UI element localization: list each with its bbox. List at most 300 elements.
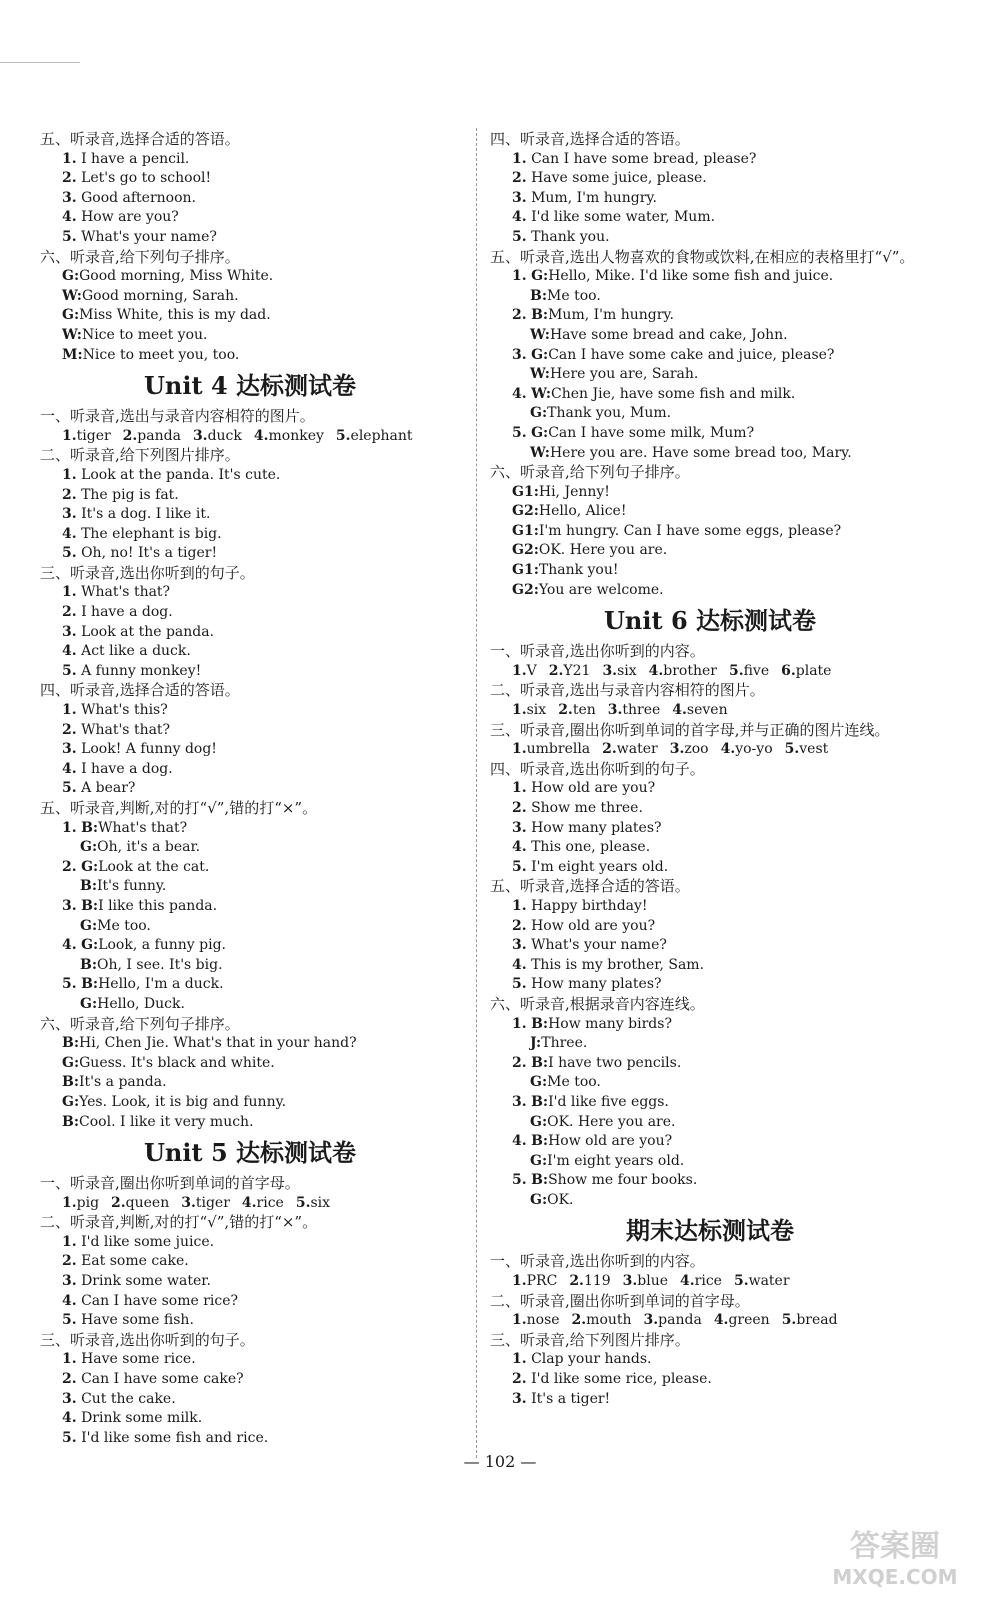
line-text: Yes. Look, it is big and funny. bbox=[79, 1093, 287, 1110]
answer-line bbox=[40, 267, 460, 287]
answer-line bbox=[40, 1113, 460, 1133]
answer-line bbox=[490, 799, 930, 819]
speaker-label: G: bbox=[531, 424, 549, 441]
line-text: Mum, I'm hungry. bbox=[548, 307, 674, 324]
watermark-logo bbox=[810, 1522, 980, 1592]
item-text: V bbox=[526, 662, 537, 679]
answer-item bbox=[569, 1273, 610, 1289]
speaker-label: W: bbox=[62, 287, 82, 304]
section-title: 五、听录音,选出人物喜欢的食物或饮料,在相应的表格里打“√”。 bbox=[490, 247, 915, 266]
line-text: Chen Jie, have some fish and milk. bbox=[551, 385, 796, 402]
question-section bbox=[490, 1331, 930, 1409]
line-text: Thank you. bbox=[531, 228, 610, 245]
item-number: 5. bbox=[512, 424, 527, 441]
question-section bbox=[40, 130, 460, 248]
answer-line bbox=[40, 662, 460, 682]
speaker-label: M: bbox=[62, 346, 83, 363]
answer-line bbox=[490, 365, 930, 385]
item-text: yo-yo bbox=[735, 741, 773, 758]
line-text: Look, a funny pig. bbox=[98, 937, 226, 954]
line-text: How many plates? bbox=[531, 976, 662, 993]
line-text: It's a dog. I like it. bbox=[81, 506, 211, 523]
section-title: 六、听录音,给下列句子排序。 bbox=[40, 247, 240, 266]
line-text: How old are you? bbox=[531, 780, 656, 797]
line-text: What's that? bbox=[81, 584, 171, 601]
line-text: What's your name? bbox=[81, 228, 217, 245]
header-rule bbox=[0, 62, 80, 63]
section-title: 三、听录音,选出你听到的句子。 bbox=[40, 563, 255, 582]
line-text: Here you are, Sarah. bbox=[549, 366, 699, 383]
answer-line bbox=[490, 581, 930, 601]
item-number: 3. bbox=[512, 346, 527, 363]
answer-line bbox=[40, 917, 460, 937]
answer-item bbox=[193, 428, 242, 444]
line-text: Can I have some cake? bbox=[81, 1371, 244, 1388]
line-text: Me too. bbox=[547, 287, 601, 304]
left-column bbox=[40, 130, 460, 1448]
answer-line bbox=[490, 917, 930, 937]
item-number: 2. bbox=[111, 1194, 126, 1211]
item-number: 5. bbox=[62, 545, 77, 562]
item-text: zoo bbox=[684, 741, 709, 758]
item-number: 4. bbox=[512, 839, 527, 856]
speaker-label: G: bbox=[80, 839, 98, 856]
answer-item bbox=[672, 702, 727, 718]
item-number: 2. bbox=[62, 858, 77, 875]
question-section bbox=[40, 446, 460, 564]
answer-line bbox=[490, 561, 930, 581]
item-number: 2. bbox=[569, 1273, 584, 1290]
question-section bbox=[490, 721, 930, 760]
item-number: 4. bbox=[62, 937, 77, 954]
answer-line bbox=[490, 267, 930, 287]
line-text: The pig is fat. bbox=[81, 486, 179, 503]
answer-line bbox=[40, 1350, 460, 1370]
line-text: It's a tiger! bbox=[531, 1390, 611, 1407]
answer-item bbox=[254, 428, 324, 444]
line-text: It's a panda. bbox=[79, 1074, 167, 1091]
answer-line bbox=[490, 287, 930, 307]
line-text: Hi, Jenny! bbox=[538, 483, 610, 500]
answer-line bbox=[40, 544, 460, 564]
speaker-label: B: bbox=[81, 976, 99, 993]
line-text: I'd like some juice. bbox=[81, 1233, 215, 1250]
answer-item bbox=[512, 741, 590, 757]
line-text: Can I have some rice? bbox=[81, 1292, 239, 1309]
speaker-label: G: bbox=[80, 995, 98, 1012]
speaker-label: W: bbox=[531, 385, 552, 402]
line-text: Cut the cake. bbox=[81, 1390, 176, 1407]
answer-item bbox=[602, 663, 636, 679]
answer-line bbox=[490, 404, 930, 424]
item-text: umbrella bbox=[526, 741, 591, 758]
item-text: 119 bbox=[583, 1273, 611, 1290]
answer-line bbox=[40, 1252, 460, 1272]
section-title: 三、听录音,给下列图片排序。 bbox=[490, 1330, 690, 1349]
line-text: Thank you, Mum. bbox=[547, 405, 672, 422]
line-text: OK. Here you are. bbox=[547, 1113, 676, 1130]
section-title: 三、听录音,圈出你听到单词的首字母,并与正确的图片连线。 bbox=[490, 720, 890, 739]
line-text: Hello, Mike. I'd like some fish and juice. bbox=[548, 268, 834, 285]
answer-line bbox=[490, 228, 930, 248]
line-text: OK. bbox=[547, 1191, 574, 1208]
answer-line bbox=[40, 1073, 460, 1093]
answer-line bbox=[40, 740, 460, 760]
answer-item bbox=[785, 741, 829, 757]
line-text: Can I have some milk, Mum? bbox=[548, 424, 755, 441]
item-number: 1. bbox=[62, 427, 77, 444]
answer-line-inline bbox=[40, 1194, 460, 1214]
answer-line bbox=[40, 1034, 460, 1054]
answer-line bbox=[40, 1370, 460, 1390]
question-section bbox=[490, 995, 930, 1211]
item-text: blue bbox=[637, 1273, 669, 1290]
answer-line bbox=[490, 1113, 930, 1133]
section-title: 一、听录音,选出你听到的内容。 bbox=[490, 642, 705, 661]
line-text: This is my brother, Sam. bbox=[531, 956, 705, 973]
section-title: 五、听录音,判断,对的打“√”,错的打“×”。 bbox=[40, 799, 318, 817]
answer-line bbox=[40, 1292, 460, 1312]
line-text: How are you? bbox=[81, 209, 179, 226]
answer-item bbox=[623, 1273, 668, 1289]
item-number: 4. bbox=[672, 702, 687, 719]
answer-line bbox=[490, 1015, 930, 1035]
item-number: 3. bbox=[62, 741, 77, 758]
line-text: Show me three. bbox=[531, 800, 643, 816]
item-number: 2. bbox=[62, 1253, 77, 1270]
item-number: 2. bbox=[512, 170, 527, 187]
answer-line bbox=[40, 642, 460, 662]
item-number: 2. bbox=[571, 1312, 587, 1329]
line-text: I have a dog. bbox=[81, 760, 173, 777]
item-number: 3. bbox=[622, 1273, 638, 1290]
item-text: rice bbox=[694, 1273, 722, 1290]
line-text: Have some fish. bbox=[81, 1312, 194, 1329]
speaker-label: G: bbox=[62, 1054, 80, 1071]
line-text: I'd like some water, Mum. bbox=[531, 209, 716, 226]
line-text: What's this? bbox=[81, 702, 168, 719]
item-number: 3. bbox=[512, 819, 527, 836]
item-number: 1. bbox=[512, 662, 527, 679]
line-text: Me too. bbox=[547, 1074, 601, 1091]
speaker-label: G1: bbox=[512, 522, 539, 539]
item-number: 3. bbox=[181, 1194, 196, 1211]
line-text: OK. Here you are. bbox=[538, 542, 668, 559]
line-text: Hello, I'm a duck. bbox=[98, 976, 224, 993]
line-text: Nice to meet you, too. bbox=[82, 346, 240, 363]
line-text: Good morning, Miss White. bbox=[79, 268, 274, 285]
item-number: 4. bbox=[62, 1292, 77, 1309]
answer-line bbox=[490, 346, 930, 366]
item-number: 2. bbox=[512, 917, 527, 934]
item-text: plate bbox=[795, 662, 832, 679]
answer-line bbox=[40, 1233, 460, 1253]
item-number: 3. bbox=[512, 1390, 527, 1407]
answer-item bbox=[336, 428, 413, 444]
item-number: 3. bbox=[62, 1390, 77, 1407]
answer-line bbox=[490, 483, 930, 503]
item-number: 3. bbox=[607, 702, 623, 719]
column-divider bbox=[476, 128, 477, 1458]
answer-item bbox=[782, 1312, 838, 1328]
answer-line bbox=[490, 522, 930, 542]
answer-item bbox=[242, 1195, 284, 1211]
answer-line bbox=[490, 502, 930, 522]
item-number: 4. bbox=[241, 1194, 257, 1211]
answer-item bbox=[608, 702, 661, 718]
question-section bbox=[40, 1015, 460, 1133]
question-section bbox=[490, 463, 930, 600]
item-number: 4. bbox=[62, 760, 77, 777]
question-section bbox=[490, 877, 930, 995]
item-number: 4. bbox=[62, 209, 77, 226]
line-text: A funny monkey! bbox=[81, 662, 202, 679]
answer-line bbox=[40, 779, 460, 799]
answer-line bbox=[40, 819, 460, 839]
item-text: bread bbox=[796, 1312, 838, 1329]
question-section bbox=[40, 1174, 460, 1213]
item-number: 5. bbox=[733, 1273, 749, 1290]
line-text: Hello, Duck. bbox=[97, 995, 185, 1012]
item-number: 2. bbox=[62, 721, 77, 738]
item-text: PRC bbox=[526, 1273, 558, 1290]
line-text: Can I have some bread, please? bbox=[531, 150, 757, 167]
item-number: 5. bbox=[781, 1312, 797, 1329]
question-section bbox=[40, 564, 460, 682]
answer-line bbox=[490, 444, 930, 464]
item-number: 2. bbox=[62, 604, 77, 621]
answer-item bbox=[680, 1273, 722, 1289]
watermark-top: 答案圈 bbox=[850, 1529, 940, 1564]
answer-line bbox=[40, 995, 460, 1015]
line-text: Let's go to school! bbox=[81, 170, 212, 187]
speaker-label: J: bbox=[530, 1035, 542, 1052]
answer-item bbox=[512, 1273, 557, 1289]
line-text: How many plates? bbox=[531, 819, 662, 836]
answer-line bbox=[490, 541, 930, 561]
answer-line bbox=[40, 346, 460, 366]
item-number: 1. bbox=[512, 897, 527, 914]
speaker-label: B: bbox=[62, 1113, 80, 1130]
answer-line bbox=[40, 838, 460, 858]
item-text: monkey bbox=[268, 427, 324, 444]
answer-line bbox=[40, 486, 460, 506]
line-text: Look! A funny dog! bbox=[81, 741, 217, 758]
item-number: 1. bbox=[512, 268, 527, 285]
answer-line bbox=[490, 1132, 930, 1152]
item-number: 5. bbox=[62, 228, 77, 245]
item-number: 5. bbox=[728, 662, 744, 679]
line-text: Drink some milk. bbox=[81, 1410, 203, 1427]
answer-line bbox=[40, 466, 460, 486]
answer-item bbox=[649, 663, 717, 679]
answer-item bbox=[729, 663, 769, 679]
answer-item bbox=[644, 1312, 702, 1328]
item-text: queen bbox=[125, 1194, 170, 1211]
item-number: 5. bbox=[62, 662, 77, 679]
answer-line bbox=[40, 1390, 460, 1410]
line-text: Show me four books. bbox=[548, 1172, 698, 1189]
answer-line bbox=[490, 956, 930, 976]
item-number: 1. bbox=[62, 1233, 77, 1250]
answer-item bbox=[572, 1312, 632, 1328]
item-number: 1. bbox=[62, 150, 77, 167]
answer-line bbox=[490, 1171, 930, 1191]
answer-line bbox=[40, 1054, 460, 1074]
line-text: Good afternoon. bbox=[81, 189, 197, 206]
section-title: 六、听录音,给下列句子排序。 bbox=[490, 463, 690, 482]
speaker-label: B: bbox=[530, 287, 548, 304]
line-text: Act like a duck. bbox=[81, 643, 191, 660]
item-number: 2. bbox=[62, 486, 77, 503]
speaker-label: G: bbox=[81, 937, 99, 954]
speaker-label: G1: bbox=[512, 483, 539, 500]
line-text: Can I have some cake and juice, please? bbox=[548, 346, 835, 363]
item-text: six bbox=[617, 662, 637, 679]
answer-line bbox=[40, 228, 460, 248]
item-text: panda bbox=[658, 1312, 702, 1329]
item-number: 3. bbox=[602, 662, 618, 679]
speaker-label: W: bbox=[530, 444, 550, 461]
answer-line-inline bbox=[490, 1311, 930, 1331]
answer-line bbox=[490, 858, 930, 878]
section-title: 五、听录音,选择合适的答语。 bbox=[40, 130, 240, 148]
answer-line bbox=[40, 858, 460, 878]
item-number: 4. bbox=[512, 956, 527, 973]
section-title: 四、听录音,选择合适的答语。 bbox=[490, 130, 690, 148]
item-number: 4. bbox=[648, 662, 664, 679]
answer-line bbox=[40, 701, 460, 721]
speaker-label: G: bbox=[62, 268, 80, 285]
item-number: 3. bbox=[62, 189, 77, 206]
answer-item bbox=[512, 663, 537, 679]
item-text: seven bbox=[686, 702, 728, 719]
answer-line bbox=[40, 975, 460, 995]
section-title: 二、听录音,选出与录音内容相符的图片。 bbox=[490, 681, 765, 700]
answer-item bbox=[721, 741, 773, 757]
speaker-label: B: bbox=[80, 878, 98, 895]
question-section bbox=[40, 1213, 460, 1331]
line-text: I have two pencils. bbox=[548, 1054, 682, 1071]
section-title: 六、听录音,给下列句子排序。 bbox=[40, 1014, 240, 1033]
line-text: Look at the panda. It's cute. bbox=[81, 466, 281, 483]
item-number: 5. bbox=[512, 976, 527, 993]
answer-line bbox=[490, 975, 930, 995]
answer-line-inline bbox=[40, 427, 460, 447]
item-number: 2. bbox=[602, 741, 617, 758]
question-section bbox=[490, 760, 930, 878]
answer-line bbox=[490, 779, 930, 799]
unit-title: Unit 5 达标测试卷 bbox=[144, 1138, 356, 1168]
section-title: 二、听录音,圈出你听到单词的首字母。 bbox=[490, 1291, 750, 1310]
item-text: Y21 bbox=[563, 662, 591, 679]
answer-line bbox=[490, 1191, 930, 1211]
line-text: I'd like some rice, please. bbox=[531, 1371, 712, 1388]
item-number: 4. bbox=[512, 385, 527, 402]
item-number: 1. bbox=[62, 584, 77, 601]
answer-line bbox=[490, 169, 930, 189]
item-number: 1. bbox=[62, 1351, 77, 1368]
speaker-label: G: bbox=[531, 346, 549, 363]
item-text: rice bbox=[256, 1194, 284, 1211]
item-text: six bbox=[310, 1194, 331, 1211]
line-text: How old are you? bbox=[531, 917, 656, 934]
answer-line bbox=[490, 1390, 930, 1410]
answer-item bbox=[714, 1312, 770, 1328]
line-text: What's that? bbox=[81, 721, 171, 738]
speaker-label: B: bbox=[531, 1172, 549, 1189]
item-number: 1. bbox=[512, 1015, 527, 1032]
line-text: What's that? bbox=[98, 819, 188, 836]
answer-item bbox=[181, 1195, 230, 1211]
item-text: water bbox=[616, 741, 658, 758]
line-text: This one, please. bbox=[531, 839, 651, 856]
answer-line bbox=[40, 956, 460, 976]
line-text: Here you are. Have some bread too, Mary. bbox=[549, 444, 852, 461]
answer-line bbox=[490, 1152, 930, 1172]
answer-item bbox=[558, 702, 596, 718]
speaker-label: B: bbox=[531, 1054, 549, 1071]
item-number: 3. bbox=[512, 1093, 527, 1110]
answer-line bbox=[490, 838, 930, 858]
item-number: 1. bbox=[512, 1273, 527, 1290]
line-text: Oh, no! It's a tiger! bbox=[81, 545, 218, 562]
speaker-label: G: bbox=[530, 1074, 548, 1091]
line-text: Thank you! bbox=[538, 562, 619, 579]
line-text: A bear? bbox=[81, 780, 136, 797]
item-number: 5. bbox=[295, 1194, 311, 1211]
speaker-label: G: bbox=[62, 307, 80, 324]
speaker-label: G2: bbox=[512, 503, 539, 520]
answer-line bbox=[40, 877, 460, 897]
item-number: 5. bbox=[62, 976, 77, 993]
unit-title: Unit 6 达标测试卷 bbox=[604, 606, 816, 636]
line-text: Hello, Alice! bbox=[538, 503, 627, 520]
speaker-label: B: bbox=[80, 956, 98, 973]
line-text: I have a pencil. bbox=[81, 150, 190, 167]
line-text: I'm eight years old. bbox=[547, 1152, 685, 1169]
answer-line bbox=[40, 525, 460, 545]
item-number: 4. bbox=[512, 209, 527, 226]
answer-line bbox=[490, 150, 930, 170]
item-number: 3. bbox=[512, 937, 527, 954]
answer-line bbox=[40, 169, 460, 189]
section-title: 六、听录音,根据录音内容连线。 bbox=[490, 994, 705, 1013]
speaker-label: G: bbox=[530, 1191, 548, 1208]
answer-line bbox=[40, 306, 460, 326]
line-text: I like this panda. bbox=[98, 897, 218, 914]
item-number: 2. bbox=[512, 1054, 527, 1071]
item-number: 2. bbox=[512, 307, 527, 324]
speaker-label: W: bbox=[530, 326, 550, 343]
item-number: 1. bbox=[62, 819, 77, 836]
answer-line bbox=[40, 1429, 460, 1449]
answer-line bbox=[40, 1093, 460, 1113]
answer-line-inline bbox=[490, 701, 930, 721]
answer-item bbox=[734, 1273, 790, 1289]
line-text: Happy birthday! bbox=[531, 897, 648, 914]
line-text: How many birds? bbox=[548, 1015, 672, 1032]
answer-line bbox=[490, 936, 930, 956]
answer-line bbox=[40, 760, 460, 780]
speaker-label: G1: bbox=[512, 562, 539, 579]
line-text: I'd like some fish and rice. bbox=[81, 1429, 269, 1446]
answer-line-inline bbox=[490, 740, 930, 760]
line-text: Have some bread and cake, John. bbox=[549, 326, 788, 343]
speaker-label: G: bbox=[62, 1093, 80, 1110]
speaker-label: B: bbox=[62, 1035, 80, 1052]
speaker-label: B: bbox=[81, 819, 99, 836]
